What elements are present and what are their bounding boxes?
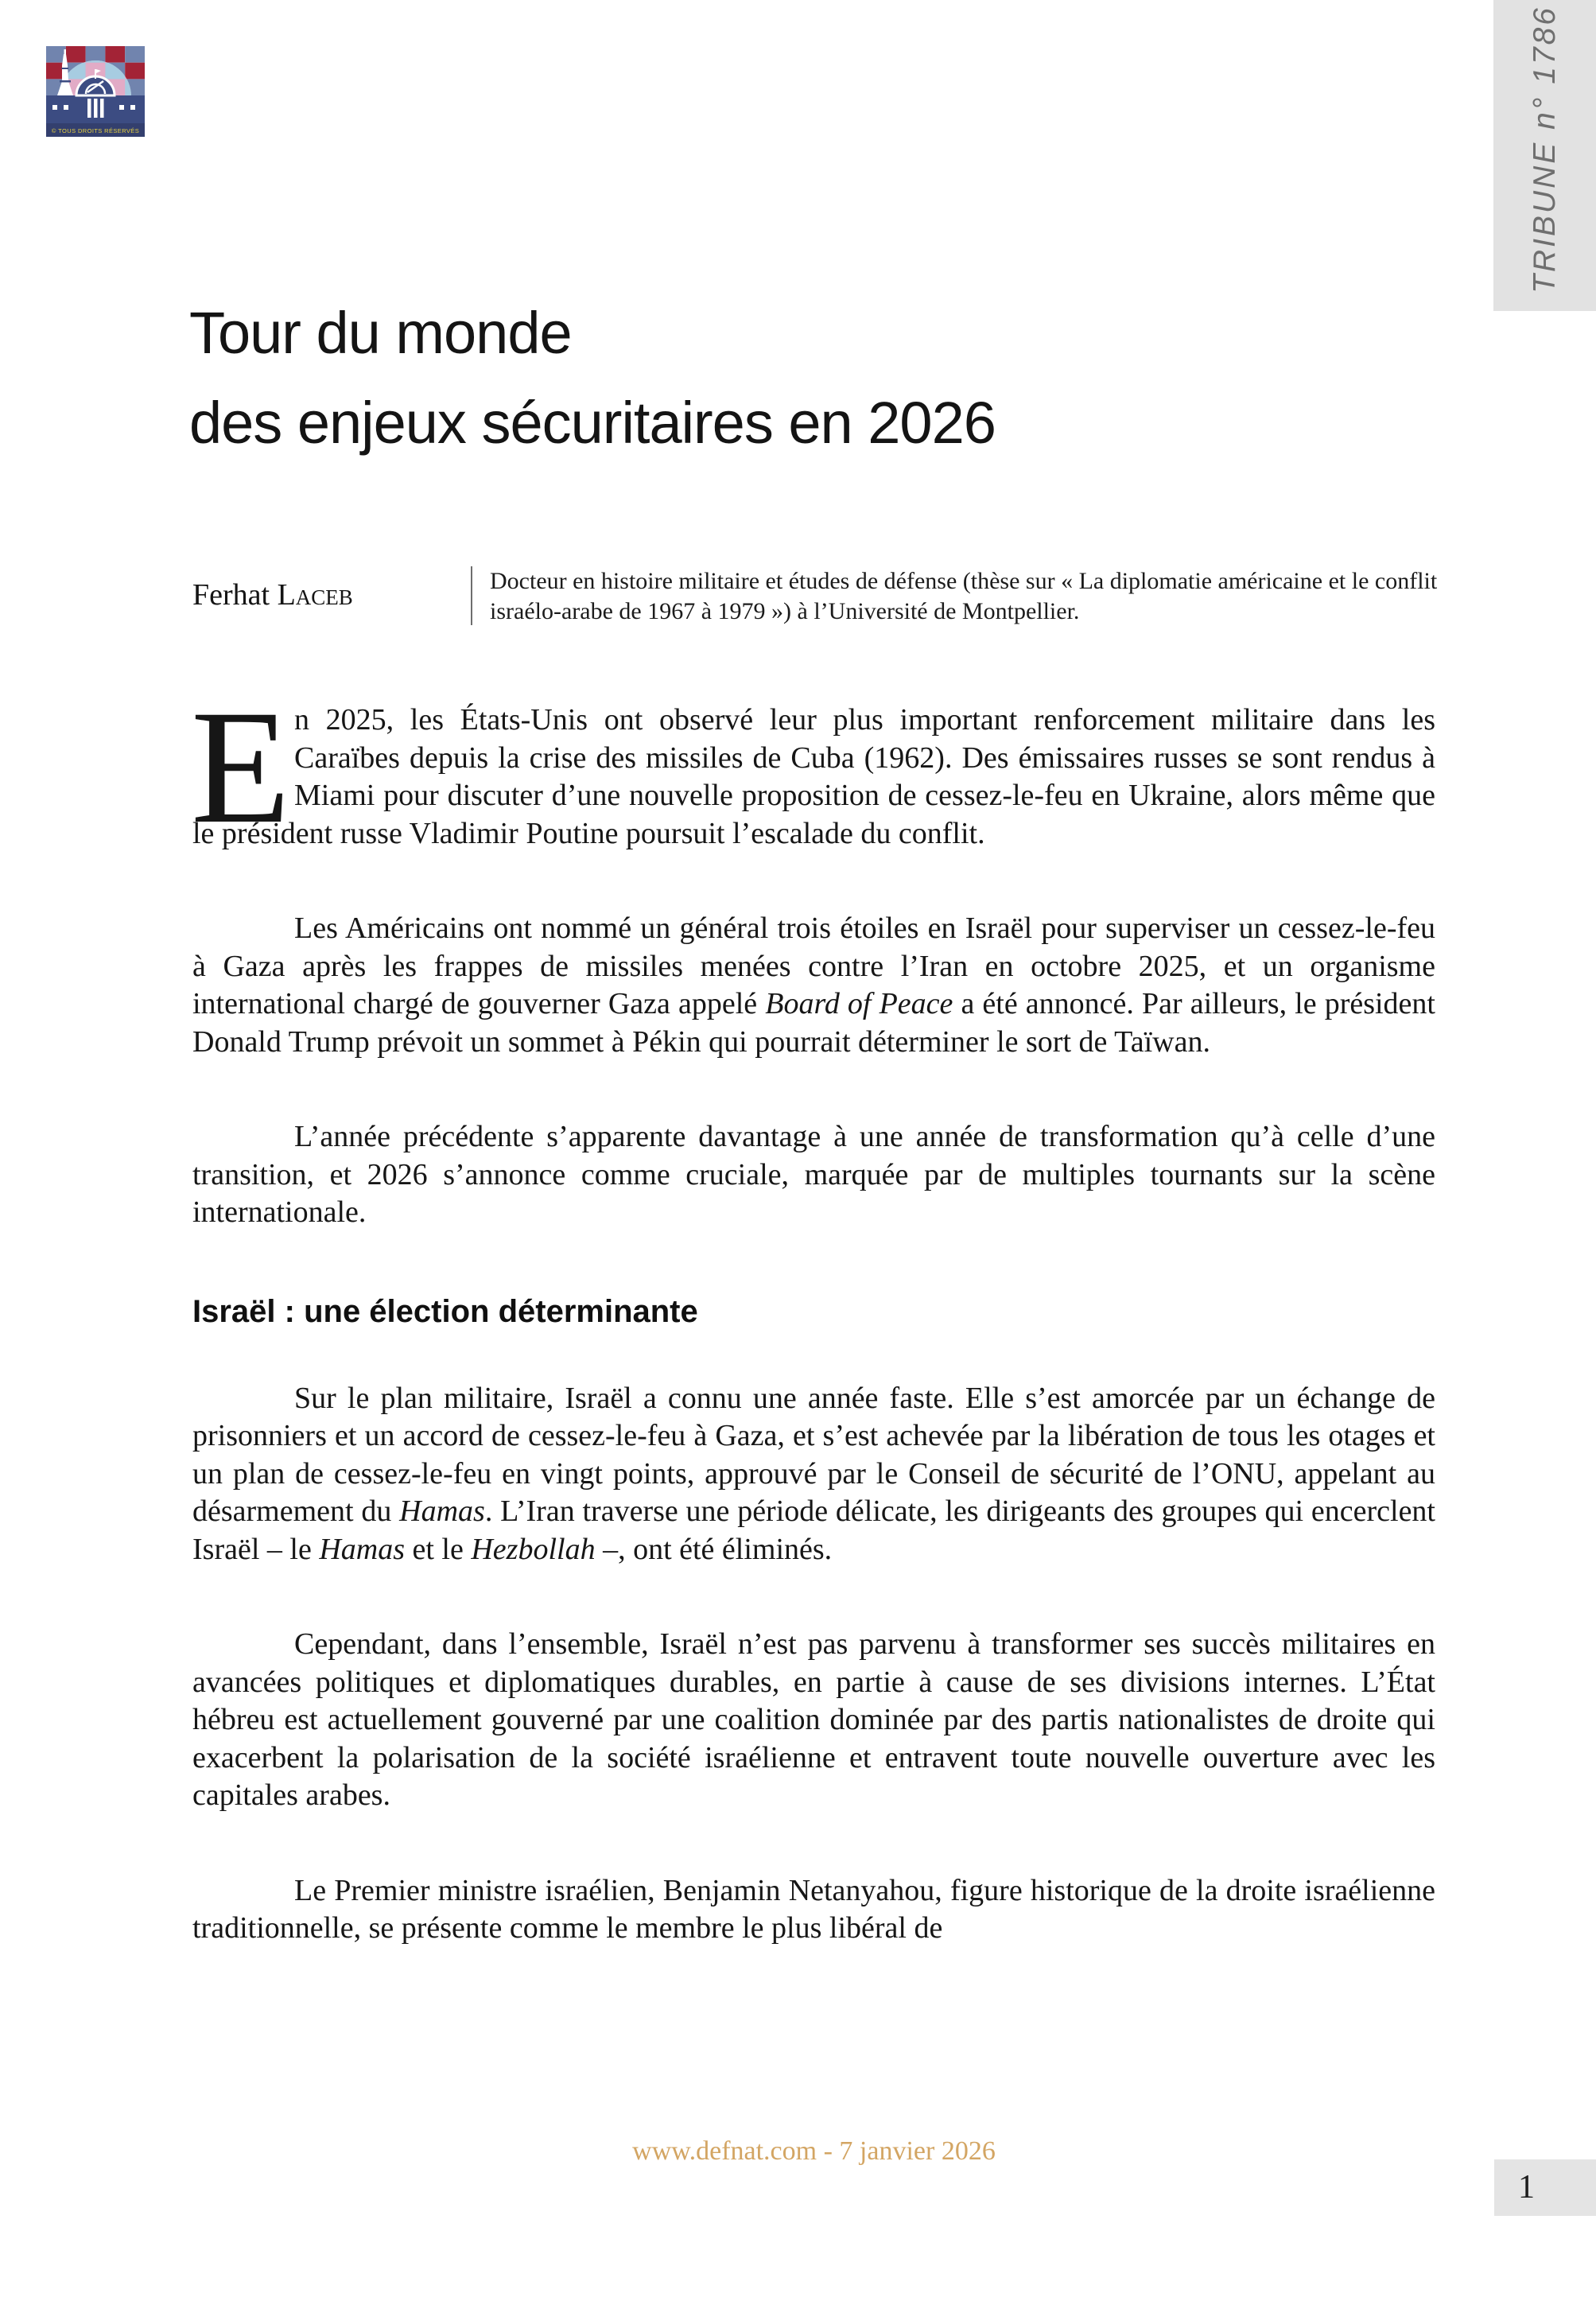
publisher-logo — [46, 46, 145, 137]
paragraph-1 — [191, 677, 1435, 857]
article-body — [191, 677, 1435, 2005]
paragraph-3: L’année précédente s’apparente davantage à une année de transformation qu’à celle d’une transition, et 2026 s’annonce comme cruciale, marquée par de multiples tournants sur la scène internationale. — [192, 1120, 1435, 1229]
paragraph-1-text: n 2025, les États-Unis ont observé leur plus important renforcement militaire dans les Caraïbes depuis la crise des missiles de Cuba (1962). Des émissaires russes se sont rendus à Miami pour discuter d’une nouvelle proposition de cessez-le-feu en Ukraine, alors même que le président russe Vladimir Poutine poursuit l’escalade du conflit. — [192, 703, 1435, 850]
title-line-1: Tour du monde — [189, 300, 572, 366]
footer-site-date-link[interactable]: www.defnat.com - 7 janvier 2026 — [632, 2136, 996, 2166]
footer — [192, 2136, 1435, 2167]
author-name — [192, 577, 353, 612]
author-bio: Docteur en histoire militaire et études de défense (thèse sur « La diplomatie américaine et le conflit israélo-arabe de 1967 à 1979 ») à l’Université de Montpellier. — [490, 568, 1438, 624]
author-last-name: Laceb — [277, 578, 353, 612]
logo-copyright-text: © TOUS DROITS RÉSERVÉS — [51, 127, 140, 134]
page-number-box — [1494, 2159, 1596, 2216]
dropcap-letter: E — [191, 677, 291, 857]
page-number: 1 — [1518, 2169, 1535, 2206]
section-heading-israel: Israël : une élection déterminante — [192, 1293, 698, 1329]
title-line-2: des enjeux sécuritaires en 2026 — [189, 390, 996, 456]
tribune-number-label: TRIBUNE n° 1786 — [1527, 6, 1562, 293]
author-first-name: Ferhat — [192, 578, 270, 612]
author-bio-divider — [471, 566, 472, 625]
page-title — [189, 288, 1430, 468]
paragraph-2: Les Américains ont nommé un général trois étoiles en Israël pour superviser un cessez-le-feu à Gaza après les frappes de missiles menées contre l’Iran en octobre 2025, et un organisme international chargé de gouverner Gaza appelé Board of Peace a été annoncé. Par ailleurs, le président Donald Trump prévoit un sommet à Pékin qui pourrait déterminer le sort de Taïwan. — [192, 911, 1435, 1059]
paragraph-6: Le Premier ministre israélien, Benjamin Netanyahou, figure historique de la droite israélienne traditionnelle, se présente comme le membre le plus libéral de — [192, 1873, 1435, 1945]
tribune-side-band — [1493, 0, 1596, 311]
paragraph-5: Cependant, dans l’ensemble, Israël n’est pas parvenu à transformer ses succès militaires en avancées politiques et diplomatiques durables, en partie à cause de ses divisions internes. L’État hébreu est actuellement gouverné par une coalition dominée par des partis nationalistes de droite qui exacerbent la polarisation de la société israélienne et entravent toute nouvelle ouverture avec les capitales arabes. — [192, 1627, 1435, 1812]
paragraph-4: Sur le plan militaire, Israël a connu une année faste. Elle s’est amorcée par un échange de prisonniers et un accord de cessez-le-feu à Gaza, et s’est achevée par la libération de tous les otages et un plan de cessez-le-feu en vingt points, approuvé par le Conseil de sécurité de l’ONU, appelant au désarmement du Hamas. L’Iran traverse une période délicate, les dirigeants des groupes qui encerclent Israël – le Hamas et le Hezbollah –, ont été éliminés. — [192, 1381, 1435, 1566]
